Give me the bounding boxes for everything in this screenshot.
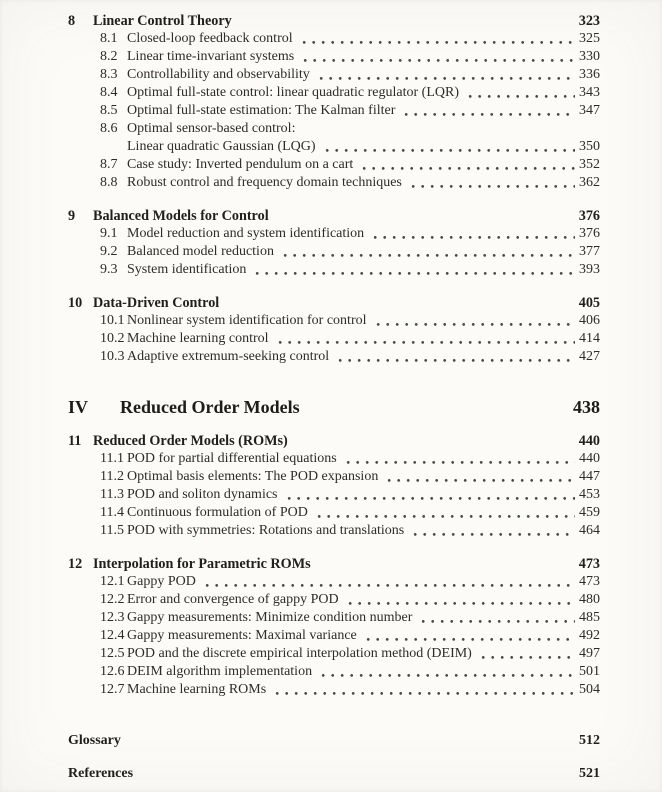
toc-section-title: System identification (127, 262, 247, 277)
toc-section-page: 453 (579, 487, 600, 502)
toc-section-row[interactable] (100, 225, 600, 243)
toc-section-title: Error and convergence of gappy POD (127, 592, 339, 607)
toc-dot-leader (481, 655, 575, 660)
toc-dot-leader (421, 619, 575, 624)
toc-section-row[interactable] (100, 663, 600, 681)
toc-section-number: 12.1 (100, 574, 125, 589)
toc-dot-leader (278, 340, 575, 345)
toc-dot-leader (338, 358, 575, 363)
toc-section-row[interactable] (100, 138, 600, 156)
toc-section-title: Machine learning control (127, 331, 269, 346)
toc-section-title: Gappy measurements: Maximal variance (127, 628, 357, 643)
toc-chapter-number: 8 (68, 13, 76, 29)
toc-dot-leader (321, 673, 575, 678)
toc-section-row[interactable] (100, 573, 600, 591)
toc-section-row[interactable] (100, 174, 600, 192)
toc-section-number: 9.3 (100, 262, 118, 277)
toc-section-row[interactable] (100, 84, 600, 102)
toc-dot-leader (255, 271, 575, 276)
toc-section-row[interactable] (100, 330, 600, 348)
toc-section-title: POD and the discrete empirical interpolation method (DEIM) (127, 646, 472, 661)
toc-section-row[interactable] (100, 468, 600, 486)
toc-section-page: 325 (579, 31, 600, 46)
toc-section-page: 492 (579, 628, 600, 643)
toc-section-title: Optimal sensor-based control: (127, 121, 296, 136)
toc-dot-leader (376, 322, 576, 327)
toc-section-row[interactable] (100, 156, 600, 174)
toc-section-title: POD and soliton dynamics (127, 487, 278, 502)
toc-chapter-number: 10 (68, 295, 83, 311)
toc-section-row[interactable] (100, 681, 600, 699)
toc-dot-leader (362, 166, 575, 171)
toc-chapter-title: Balanced Models for Control (93, 208, 269, 224)
toc-section-page: 504 (579, 682, 600, 697)
toc-section-title: Closed-loop feedback control (127, 31, 293, 46)
toc-backmatter-page: 521 (579, 766, 600, 781)
toc-section-number: 9.1 (100, 226, 118, 241)
toc-section-page: 459 (579, 505, 600, 520)
toc-section-number: 10.1 (100, 313, 125, 328)
toc-section-title: Machine learning ROMs (127, 682, 267, 697)
toc-section-number: 11.3 (100, 487, 124, 502)
toc-chapter-page: 323 (578, 13, 600, 29)
toc-section-title: Case study: Inverted pendulum on a cart (127, 157, 354, 172)
toc-chapter-row[interactable] (68, 294, 600, 312)
toc-part-row[interactable] (68, 395, 600, 419)
toc-dot-leader (319, 76, 575, 81)
toc-dot-leader (287, 496, 576, 501)
toc-section-number: 11.1 (100, 451, 124, 466)
toc-section-page: 393 (579, 262, 600, 277)
toc-part-page: 438 (573, 397, 600, 417)
toc-chapter-row[interactable] (68, 555, 600, 573)
toc-section-number: 12.4 (100, 628, 125, 643)
toc-section-row[interactable] (100, 243, 600, 261)
toc-section-page: 473 (579, 574, 600, 589)
toc-section-row[interactable] (100, 450, 600, 468)
toc-section-title: Adaptive extremum-seeking control (127, 349, 330, 364)
toc-section-row[interactable] (100, 522, 600, 540)
toc-dot-leader (283, 253, 575, 258)
toc-section-title: POD with symmetries: Rotations and translations (127, 523, 405, 538)
toc-section-title: Controllability and observability (127, 67, 310, 82)
toc-part-number: IV (68, 397, 89, 417)
toc-dot-leader (404, 112, 575, 117)
toc-chapter-row[interactable] (68, 12, 600, 30)
toc-section-title: Optimal full-state control: linear quadratic regulator (LQR) (127, 85, 459, 100)
toc-section-page: 362 (579, 175, 600, 190)
toc-section-title: Linear time-invariant systems (127, 49, 295, 64)
toc-section-row[interactable] (100, 504, 600, 522)
toc-section-number: 12.3 (100, 610, 125, 625)
toc-dot-leader (302, 40, 575, 45)
toc-section-row[interactable] (100, 348, 600, 366)
table-of-contents (68, 12, 600, 783)
toc-section-row[interactable] (100, 591, 600, 609)
toc-dot-leader (468, 94, 575, 99)
toc-dot-leader (325, 148, 575, 153)
toc-backmatter-page: 512 (579, 733, 600, 748)
toc-section-title: Linear quadratic Gaussian (LQG) (127, 139, 316, 154)
toc-chapter-title: Data-Driven Control (93, 295, 220, 311)
toc-section-page: 406 (579, 313, 600, 328)
toc-section-title: Optimal full-state estimation: The Kalman filter (127, 103, 396, 118)
toc-section-number: 8.7 (100, 157, 118, 172)
toc-chapter-title: Linear Control Theory (93, 13, 232, 29)
toc-section-title: Nonlinear system identification for control (127, 313, 367, 328)
toc-section-title: DEIM algorithm implementation (127, 664, 313, 679)
toc-section-number: 12.5 (100, 646, 125, 661)
toc-section-number: 8.5 (100, 103, 118, 118)
toc-chapter-block (68, 555, 600, 699)
toc-section-page: 376 (579, 226, 600, 241)
toc-section-title: Optimal basis elements: The POD expansion (127, 469, 379, 484)
toc-backmatter-title: References (68, 766, 134, 781)
toc-section-row[interactable] (100, 66, 600, 84)
toc-section-title: Continuous formulation of POD (127, 505, 308, 520)
toc-dot-leader (275, 691, 575, 696)
toc-section-page: 347 (579, 103, 600, 118)
toc-section-row[interactable] (100, 102, 600, 120)
toc-chapter-row[interactable] (68, 207, 600, 225)
toc-chapter-page: 405 (578, 295, 600, 311)
toc-section-number: 8.4 (100, 85, 118, 100)
toc-chapter-block (68, 432, 600, 540)
toc-section-title: Gappy POD (127, 574, 196, 589)
toc-dot-leader (348, 601, 575, 606)
toc-dot-leader (413, 532, 575, 537)
toc-section-number: 12.7 (100, 682, 125, 697)
toc-dot-leader (205, 583, 575, 588)
toc-dot-leader (317, 514, 575, 519)
toc-section-page: 414 (579, 331, 600, 346)
toc-section-number: 10.3 (100, 349, 125, 364)
toc-section-page: 497 (579, 646, 600, 661)
toc-section-page: 427 (579, 349, 600, 364)
toc-chapter-number: 9 (68, 208, 76, 224)
backmatter-group (68, 732, 600, 783)
toc-section-title: Model reduction and system identification (127, 226, 365, 241)
toc-section-row[interactable] (100, 627, 600, 645)
toc-backmatter-row[interactable] (68, 732, 600, 750)
toc-dot-leader (366, 637, 575, 642)
toc-section-page: 350 (579, 139, 600, 154)
toc-section-title: Gappy measurements: Minimize condition number (127, 610, 413, 625)
toc-section-title: POD for partial differential equations (127, 451, 337, 466)
toc-chapter-number: 12 (68, 556, 83, 572)
toc-section-number: 8.1 (100, 31, 118, 46)
toc-section-row[interactable] (100, 30, 600, 48)
toc-section-row[interactable] (100, 486, 600, 504)
toc-section-page: 480 (579, 592, 600, 607)
toc-section-number: 10.2 (100, 331, 125, 346)
toc-dot-leader (411, 184, 575, 189)
toc-section-page: 485 (579, 610, 600, 625)
toc-dot-leader (346, 460, 575, 465)
toc-section-row[interactable] (100, 261, 600, 279)
toc-chapter-title: Interpolation for Parametric ROMs (93, 556, 311, 572)
toc-section-row[interactable] (100, 48, 600, 66)
toc-section-page: 377 (579, 244, 600, 259)
toc-chapter-title: Reduced Order Models (ROMs) (93, 433, 288, 449)
toc-chapter-page: 473 (578, 556, 600, 572)
toc-section-title: Robust control and frequency domain techniques (127, 175, 402, 190)
toc-chapter-block (68, 12, 600, 192)
toc-section-page: 336 (579, 67, 600, 82)
toc-section-number: 8.3 (100, 67, 118, 82)
toc-section-page: 352 (579, 157, 600, 172)
toc-chapter-block (68, 294, 600, 366)
toc-backmatter-title: Glossary (68, 733, 121, 748)
toc-section-page: 343 (579, 85, 600, 100)
toc-section-row[interactable] (100, 312, 600, 330)
toc-dot-leader (303, 58, 575, 63)
toc-section-number: 12.6 (100, 664, 125, 679)
toc-backmatter-row[interactable] (68, 765, 600, 783)
toc-section-page: 330 (579, 49, 600, 64)
toc-section-number: 11.4 (100, 505, 124, 520)
toc-section-page: 464 (579, 523, 600, 538)
toc-section-row[interactable] (100, 120, 600, 138)
toc-section-number: 8.8 (100, 175, 118, 190)
toc-section-title: Balanced model reduction (127, 244, 274, 259)
toc-chapter-block (68, 207, 600, 279)
toc-section-page: 501 (579, 664, 600, 679)
toc-section-row[interactable] (100, 609, 600, 627)
toc-chapter-page: 440 (578, 433, 600, 449)
toc-section-number: 12.2 (100, 592, 125, 607)
toc-section-number: 11.2 (100, 469, 124, 484)
toc-dot-leader (373, 235, 575, 240)
toc-section-page: 440 (579, 451, 600, 466)
toc-section-number: 8.6 (100, 121, 118, 136)
toc-section-number: 8.2 (100, 49, 118, 64)
toc-chapter-page: 376 (578, 208, 600, 224)
toc-section-number: 9.2 (100, 244, 118, 259)
toc-dot-leader (387, 478, 575, 483)
toc-part-title: Reduced Order Models (120, 397, 300, 417)
toc-chapter-row[interactable] (68, 432, 600, 450)
toc-section-page: 447 (579, 469, 600, 484)
toc-chapter-number: 11 (68, 433, 82, 449)
toc-section-row[interactable] (100, 645, 600, 663)
toc-section-number: 11.5 (100, 523, 124, 538)
